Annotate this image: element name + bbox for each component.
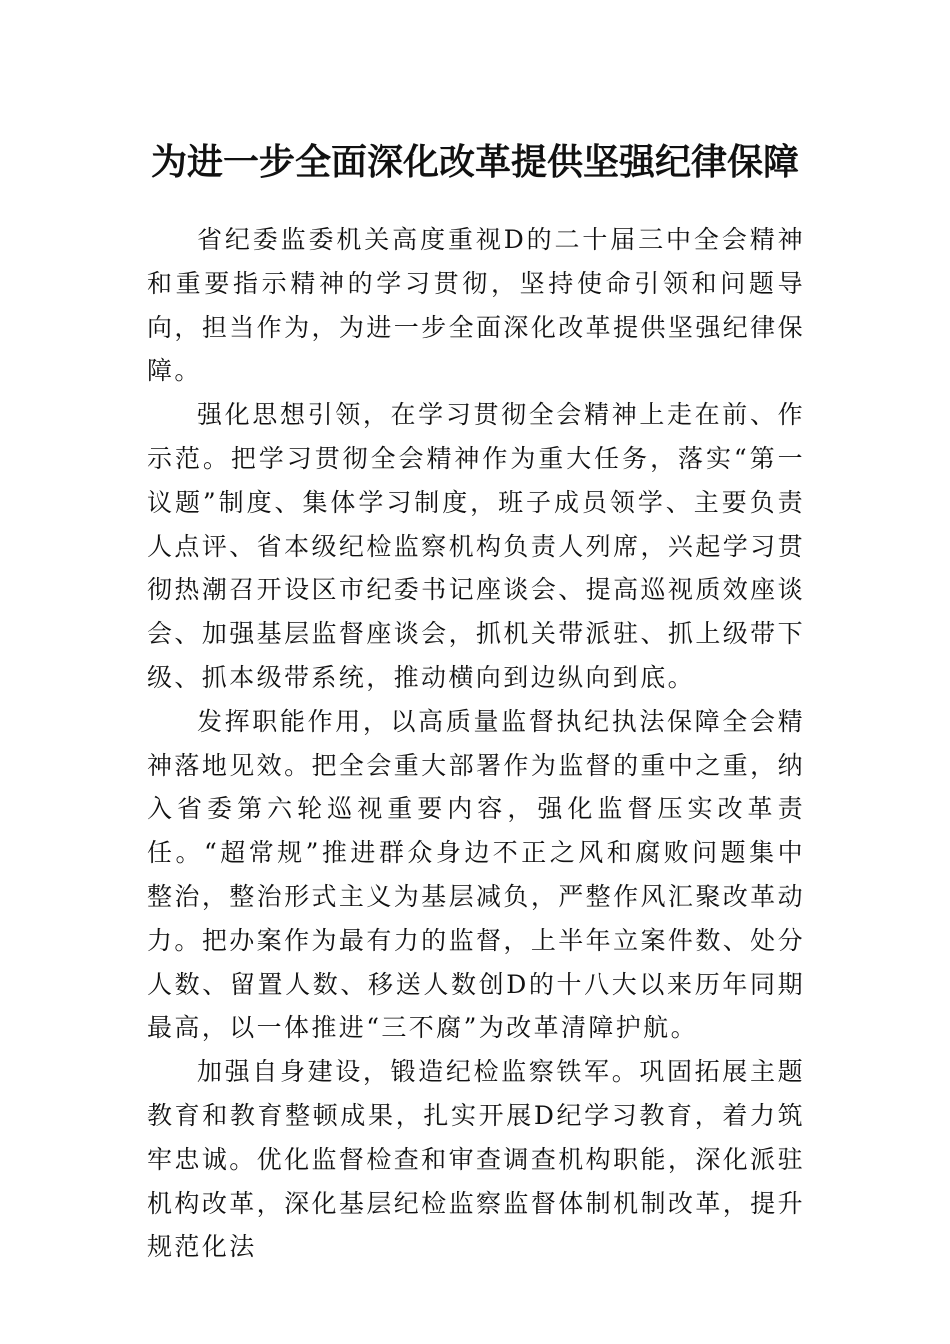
paragraph-self-construction: 加强自身建设，锻造纪检监察铁军。巩固拓展主题教育和教育整顿成果，扎实开展D纪学习教育，着力筑牢忠诚。优化监督检查和审查调查机构职能，深化派驻机构改革，深化基层纪检监察监督体制机制改革，提升规范化法 <box>147 1057 805 1262</box>
paragraph-intro: 省纪委监委机关高度重视D的二十届三中全会精神和重要指示精神的学习贯彻，坚持使命引领和问题导向，担当作为，为进一步全面深化改革提供坚强纪律保障。 <box>147 225 805 386</box>
paragraph-ideological-guidance: 强化思想引领，在学习贯彻全会精神上走在前、作示范。把学习贯彻全会精神作为重大任务，落实“第一议题”制度、集体学习制度，班子成员领学、主要负责人点评、省本级纪检监察机构负责人列席，兴起学习贯彻热潮召开设区市纪委书记座谈会、提高巡视质效座谈会、加强基层监督座谈会，抓机关带派驻、抓上级带下级、抓本级带系统，推动横向到边纵向到底。 <box>147 400 805 692</box>
document-title: 为进一步全面深化改革提供坚强纪律保障 <box>150 141 799 184</box>
document-body <box>147 218 805 1269</box>
paragraph-supervision-functions: 发挥职能作用，以高质量监督执纪执法保障全会精神落地见效。把全会重大部署作为监督的重中之重，纳入省委第六轮巡视重要内容，强化监督压实改革责任。“超常规”推进群众身边不正之风和腐败问题集中整治，整治形式主义为基层减负，严整作风汇聚改革动力。把办案作为最有力的监督，上半年立案件数、处分人数、留置人数、移送人数创D的十八大以来历年同期最高，以一体推进“三不腐”为改革清障护航。 <box>147 706 805 1043</box>
